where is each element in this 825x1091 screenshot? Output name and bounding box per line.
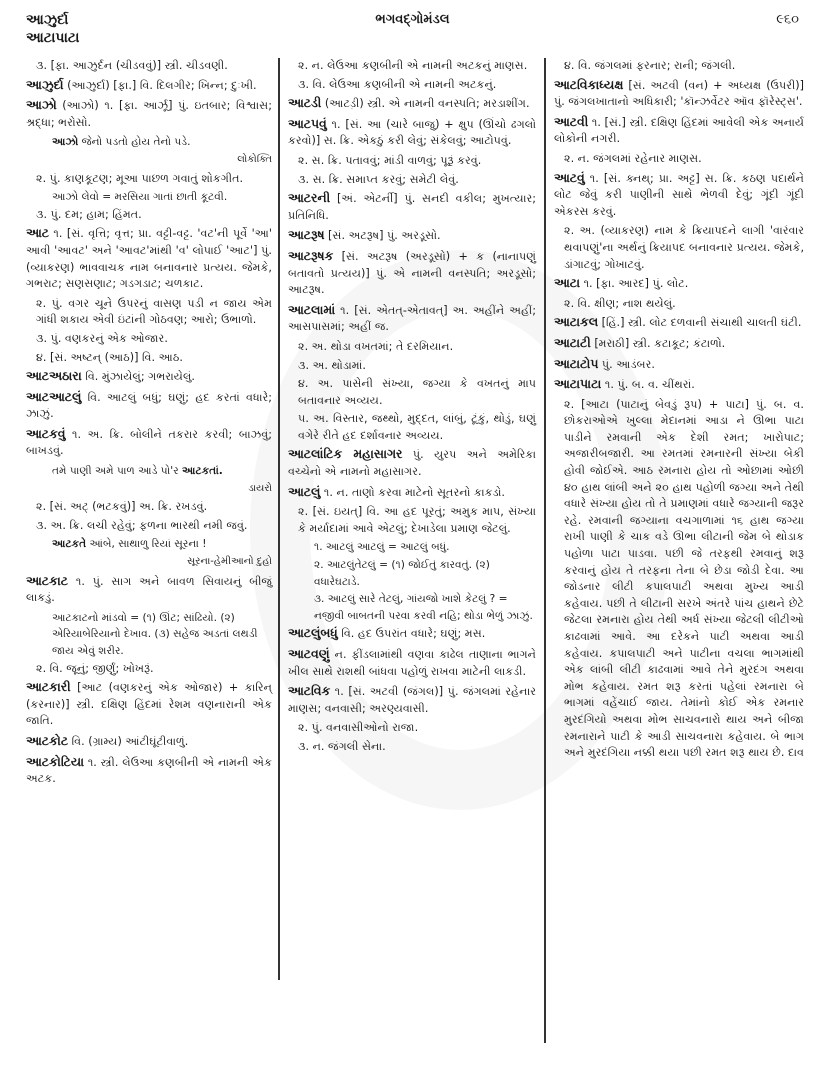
headword: આટકારી: [26, 679, 71, 695]
definition: [સં. અટરૂષ (અરડૂસો) + ક (નાનાપણું બતાવતો પ્રત્યય)] પું. એ નામની વનસ્પતિ; અરડૂસો; આટરૂષ.: [288, 249, 536, 297]
headword: આટાટોપ: [554, 355, 599, 371]
idiom: આટકાટનો માંડવો = (૧) ઊંટ; સાંઢિયો. (૨) એરિયાબેરિયાનો દેખાવ. (૩) સહેજ અડતાં લથડી જાય એવું શરીર.: [52, 611, 258, 657]
dictionary-entry: [288, 190, 536, 224]
definition: ૧. [સં.] સ્ત્રી. દક્ષિણ હિંદમાં આવેલી એક અનાર્ય લોકોની નગરી.: [554, 115, 804, 146]
entry-sense: ૨. ન. લેઉઆ કણબીની એ નામની અટકનું માણસ.: [298, 59, 528, 72]
dictionary-entry: [554, 314, 804, 332]
entry-sense: ૩. સ. ક્રિ. સમાપ્ત કરવું; સમેટી લેવું.: [298, 172, 459, 186]
entry-sense: ૨. વિ. જૂનું; જીર્ણું; ખોખરૂં.: [36, 661, 154, 675]
headword: આટવિકાધ્યક્ષ: [554, 76, 624, 92]
definition: ૧. અ. ક્રિ. બોલીને તકરાર કરવી; બાઝવું; બાખડવું.: [26, 427, 272, 458]
quote-source: સૂરના-હેમીઆનો દુહો: [187, 556, 272, 568]
entry-sense: ૨. અ. (વ્યાકરણ) નામ કે ક્રિયાપદને લાગી 'વારંવાર થવાપણું'ના અર્થનું ક્રિયાપદ બનાવનાર પ્રત્યય. જેમકે, ડાંગાટવું; ગોખાટવું.: [564, 224, 804, 271]
entry-sense: ૨. [આટા (પાટાનું બેવડું રૂપ) + પાટા] પું. બ. વ. છોકરાઓએ ખુલ્લા મેદાનમાં આડા ને ઊભા પાટા પાડીને રમવાની એક દેશી રમત; ખારોપાટ; અજારીબજારી. આ રમતમાં રમનારની સંખ્યા બેકી હોવી જોઈએ. આઠ રમનારા હોય તો ઓછામાં ઓછી ૪૦ હાથ લાંબી અને ૨૦ હાથ પહોળી જગ્યા અને તેથી વધારે સંખ્યા હોય તો તે પ્રમાણમાં વધારે જગ્યાની જરૂર રહે. રમવાની જગ્યાના વચગાળામાં ૧૬ હાથ જગ્યા રાખી પાણી કે ચાક વડે ઊભા લીટાની જેમ બે થોડાક પહોળા પાટા પાડવા. પછી જે તરફથી રમવાનું શરૂ કરવાનું હોય તે તરફના તેના બે છેડા જોડી દેવા. આ જોડનાર લીટી કપાલપાટી અથવા મુખ્ય આડી કહેવાય. પછી તે લીટાની સરખે અંતરે પાંચ હાથને છેટે જેટલા રમનારા હોય તેથી અર્ધ સંખ્યા જેટલી લીટીઓ કાઢવામાં આવે. આ દરેકને પાટી અથવા આડી કહેવાય. કપાલપાટી અને પાટીના વચલા ભાગમાંથી એક લાંબી લીટી કાઢવામાં આવે તેને મુરદંગ અથવા મોભ કહેવાય. રમત શરૂ કરતાં પહેલાં રમનારા બે ભાગમાં વહેંચાઈ જાય. તેમાંનો કોઈ એક રમનાર મુરદંગિયો અથવા મોભ સાચવનારો થાય અને બીજા રમનારાને પાટી કે આડી સાચવનારા કહેવાય. બે ભાગ અને મુરદંગિયા નક્કી થયા પછી રમત શરૂ થાય છે. દાવ: [564, 397, 804, 760]
dictionary-entry: [554, 356, 804, 374]
column-left: [26, 58, 272, 791]
dictionary-entry: [554, 376, 804, 394]
entry-sense: ૩. [ફા. આઝુર્દન (ચીડવવું)] સ્ત્રી. ચીડવણી.: [36, 59, 228, 72]
entry-sense: ૩. પું. દમ; હામ; હિંમત.: [36, 207, 142, 221]
definition: ૧. ન. તાણો કરવા માટેનો સૂતરનો કાકડો.: [320, 485, 505, 499]
dictionary-entry: [26, 573, 272, 607]
dictionary-entry: [554, 275, 804, 293]
dictionary-entry: [554, 114, 804, 148]
definition: ૧. [ફા. આરદ] પું. લોટ.: [580, 277, 689, 291]
definition: [સં. અટરૂષ] પું. અરડૂસો.: [324, 229, 441, 243]
idiom: ૨. આટલુંતેટલું = (૧) જોઈતું કારવતું. (૨) વધારેઘટાડે.: [314, 559, 490, 588]
dictionary-entry: [26, 77, 272, 95]
page-header: [0, 0, 825, 56]
definition: ૧. [સં. એતત્-એતાવત્] અ. અહીંને અહીં; આસપાસમાં; અહીં જ.: [288, 303, 536, 334]
headword: આઝુર્દા: [26, 76, 64, 92]
entry-sense: ૨. પું. વનવાસીઓનો રાજા.: [298, 721, 419, 735]
headword: આટપવું: [288, 115, 327, 131]
headword: આટરૂષક: [288, 247, 334, 263]
usage-quote: આઝો જેનો પડતો હોય તેનો પડે.: [52, 136, 191, 149]
guide-word-first: આઝુર્દા: [26, 12, 69, 28]
definition: વિ. હદ ઉપરાંત વધારે; ઘણું; મસ.: [337, 627, 486, 641]
entry-sense: ૩. વિ. લેઉઆ કણબીની એ નામની અટકનું.: [298, 77, 497, 91]
entry-sense: ૪. વિ. જંગલમાં ફરનાર; રાની; જંગલી.: [564, 59, 736, 72]
definition: પું. યુરપ અને અમેરિકા વચ્ચેનો એ નામનો મહાસાગર.: [288, 448, 536, 479]
headword: આઝો: [26, 97, 57, 113]
definition: વિ. (ગ્રામ્ય) આંટીઘૂંટીવાળું.: [68, 734, 189, 748]
headword: આટઅઠારા: [26, 368, 82, 384]
dictionary-entry: [288, 302, 536, 336]
dictionary-entry: [288, 683, 536, 717]
entry-sense: ૨. [સં. ઇયત્] વિ. આ હદ પૂરતું; અમુક માપ, સંખ્યા કે મર્યાદામાં આવે એટલું; દેખાડેલા પ્રમાણ જેટલું.: [298, 505, 536, 535]
dictionary-entry: [554, 335, 804, 353]
dictionary-entry: [26, 754, 272, 788]
definition: [અં. એટર્ની] પું. સનદી વકીલ; મુખત્યાર; પ્રતિનિધિ.: [288, 192, 536, 222]
headword: આટકવું: [26, 425, 66, 441]
guide-word-last: આટાપાટા: [26, 30, 80, 46]
definition: ૧. પું. સાગ અને બાવળ સિવાયનું બીજું લાકડું.: [26, 574, 272, 605]
entry-sense: ૫. અ. વિસ્તાર, જથ્થો, મુદ્દત, લાંબું, ટૂંકું, થોડું, ઘણું વગેરે રીતે હદ દર્શાવનાર અવ્યય.: [298, 412, 536, 442]
definition: ૧. [સં. આ (ચારે બાજુ) + ક્ષુપ (ઊંચો ઢગલો કરવો)] સ. ક્રિ. એકઠું કરી લેવું; સંકેલવું; આટોપવું.: [288, 117, 536, 148]
usage-quote: આટકતે આંબે, સાથાળુ રિયાં સૂરના !: [52, 538, 207, 551]
dictionary-entry: [26, 679, 272, 730]
headword: આટવણું: [288, 646, 330, 661]
headword: આટલાંટિક મહાસાગર: [288, 446, 403, 462]
entry-sense: ૨. વિ. ક્ષીણ; નાશ થયેલું.: [564, 296, 676, 310]
headword: આટવિક: [288, 683, 331, 699]
entry-sense: ૨. અ. થોડા વખતમાં; તે દરમિયાન.: [298, 339, 454, 353]
entry-sense: ૩. ન. જંગલી સેના.: [298, 739, 386, 753]
definition: વિ. આટલું બધું; ઘણું; હદ કરતાં વધારે; ઝાઝું.: [26, 390, 272, 421]
entry-sense: ૩. અ. થોડામાં.: [298, 358, 366, 372]
idiom: આઝો લેવો = મરસિયા ગાતાં છાતી કૂટવી.: [52, 191, 228, 204]
usage-quote: તમે પાણી અમે પાળ આડે પો'ર આટકતાં.: [52, 465, 223, 478]
dictionary-entry: [288, 625, 536, 643]
headword: આટકોટ: [26, 732, 69, 748]
headword: આટા: [554, 275, 581, 291]
headword: આટઆટલું: [26, 388, 82, 404]
column-middle: [288, 58, 536, 758]
dictionary-entry: [288, 646, 536, 680]
running-title: ભગવદ્ગોમંડલ: [375, 12, 450, 27]
entry-sense: ૨. ન. જંગલમાં રહેનાર માણસ.: [564, 151, 702, 165]
headword: આટાટી: [554, 334, 591, 350]
definition: ૧. પું. બ. વ. ચીંથરાં.: [601, 378, 695, 392]
dictionary-entry: [288, 446, 536, 480]
headword: આટલુંબધું: [288, 625, 338, 641]
definition: [હિં.] સ્ત્રી. લોટ દળવાની સંચાથી ચાલતી ઘંટી.: [598, 316, 802, 330]
column-right: [554, 58, 804, 764]
dictionary-entry: [554, 170, 804, 221]
definition: ૧. [સં. વૃત્તિ; વૃત્ત; પ્રા. વટ્ટી-વટ્ટ. 'વટ'ની પૂર્વે 'આ' આવી 'આવટ' અને 'આવટ'માંથી 'વ' લોપાઈ 'આટ'] પું. (વ્યાકરણ) ભાવવાચક નામ બનાવનાર પ્રત્યય. જેમકે, ગભરાટ; સણસણાટ; ગડગડાટ; ચળકાટ.: [26, 227, 272, 291]
idiom: ૩. આટલું સારે તેટલું, ગાંયજો ખાશે કેટલું ? = નજીવી બાબતની પરવા કરવી નહિ; થોડા ભેળું ઝાઝું.: [314, 593, 533, 622]
column-divider: [544, 58, 546, 1043]
entry-sense: ૩. પું. વણકરનું એક ઓજાર.: [36, 331, 168, 345]
entry-sense: ૨. પું. વગર ચૂને ઉપરનું વાસણ પડી ન જાય એમ ગાંધી શકાય એવી ઇંટાંની ગોઠવણ; આરો; ઉભાળો.: [36, 296, 272, 327]
quote-source: ડાયરો: [248, 482, 272, 494]
dictionary-entry: [26, 368, 272, 386]
dictionary-entry: [288, 116, 536, 150]
headword: આટરૂષ: [288, 227, 325, 243]
dictionary-entry: [26, 97, 272, 131]
dictionary-entry: [288, 95, 536, 113]
definition: ૧. [સં. અટવી (જંગલ)] પું. જંગલમાં રહેનાર માણસ; વનવાસી; અરણ્યવાસી.: [288, 685, 536, 715]
dictionary-entry: [288, 227, 536, 245]
headword: આટાકલ: [554, 314, 599, 330]
column-divider: [278, 58, 280, 980]
entry-sense: ૨. સ. ક્રિ. પતાવવું; માંડી વાળવું; પૂરૂં કરવું.: [298, 153, 482, 167]
entry-sense: ૪. [સં. અષ્ટન્ (આઠ)] વિ. આઠ.: [36, 350, 183, 364]
definition: (આઝુર્દા) [ફા.] વિ. દિલગીર; ખિન્ન; દુઃખી.: [63, 78, 257, 92]
headword: આટલામાં: [288, 301, 336, 317]
dictionary-entry: [554, 77, 804, 111]
definition: પું. આડંબર.: [598, 357, 655, 371]
entry-sense: ૩. અ. ક્રિ. લચી રહેવું; ફળના ભારથી નમી જવું.: [36, 518, 248, 532]
definition: [આટ (વણકરનું એક ઓજાર) + કારિન્ (કરનાર)] સ્ત્રી. દક્ષિણ હિંદમાં રેશમ વણનારાની એક જાતિ.: [26, 681, 272, 728]
quote-source: લોકોક્તિ: [237, 153, 272, 165]
headword: આટરની: [288, 190, 331, 206]
headword: આટાપાટા: [554, 376, 602, 392]
definition: (આટડ઼ી) સ્ત્રી. એ નામની વનસ્પતિ; મરડાશીંગ.: [321, 97, 530, 111]
headword: આટલું: [288, 483, 321, 499]
headword: આટવી: [554, 113, 589, 129]
headword: આટકાટ: [26, 572, 68, 588]
entry-sense: ૨. [સં. અટ્ (ભટકવું)] અ. ક્રિ. રખડવું.: [36, 500, 208, 514]
definition: (આઝો) ૧. [ફા. આર્ઝૂ] પું. ઇતબાર; વિશ્વાસ; શ્રદ્ધા; ભરોસો.: [26, 99, 272, 129]
dictionary-entry: [26, 733, 272, 751]
definition: [સં. અટવી (વન) + અધ્યક્ષ (ઉપરી)] પું. જંગલખાતાનો અધિકારી; 'કૉન્ઝર્વેટર ઑવ ફૉરેસ્ટ્સ'.: [554, 78, 804, 109]
definition: [મરાઠી] સ્ત્રી. કટાકૂટ; કંટાળો.: [590, 336, 726, 350]
definition: ૧. [સં. ક્નથ્; પ્રા. અટ્ટ] સ. ક્રિ. કઠણ પદાર્થને લોટ જેવું કરી પાણીની સાથે ભેળવી દેવું; ગૂંદી ગૂંદી એકરસ કરવું.: [554, 171, 804, 218]
headword: આટડી: [288, 95, 322, 111]
idiom: ૧. આટલું આટલું = આટલું બધું.: [314, 541, 450, 554]
entry-sense: ૨. પું. કાણકૂટણ; મૂઆ પાછળ ગવાતું શોકગીત.: [36, 171, 244, 185]
page-number: ૯૬૦: [776, 12, 799, 27]
headword: આટવું: [554, 169, 585, 185]
headword: આટકોટિયા: [26, 753, 85, 769]
entry-columns: [26, 58, 804, 1068]
headword: આટ: [26, 225, 49, 241]
definition: ૧. સ્ત્રી. લેઉઆ કણબીની એ નામની એક અટક.: [26, 755, 272, 786]
dictionary-entry: [26, 426, 272, 460]
dictionary-entry: [26, 389, 272, 423]
definition: ન. ફીંડલામાંથી વણવા કાઢેલ તાણાના ભાગને ખીલ સાથે રાશથી બાંધવા પહોળું રાખવા માટેની લાકડી.: [288, 648, 536, 678]
definition: વિ. મુંઝાયેલું; ગભરાયેલું.: [81, 370, 195, 384]
dictionary-entry: [288, 484, 536, 502]
dictionary-entry: [288, 248, 536, 299]
dictionary-entry: [26, 225, 272, 292]
entry-sense: ૪. અ. પાસેની સંખ્યા, જગ્યા કે વખતનું માપ બતાવનાર અવ્યય.: [298, 377, 536, 407]
